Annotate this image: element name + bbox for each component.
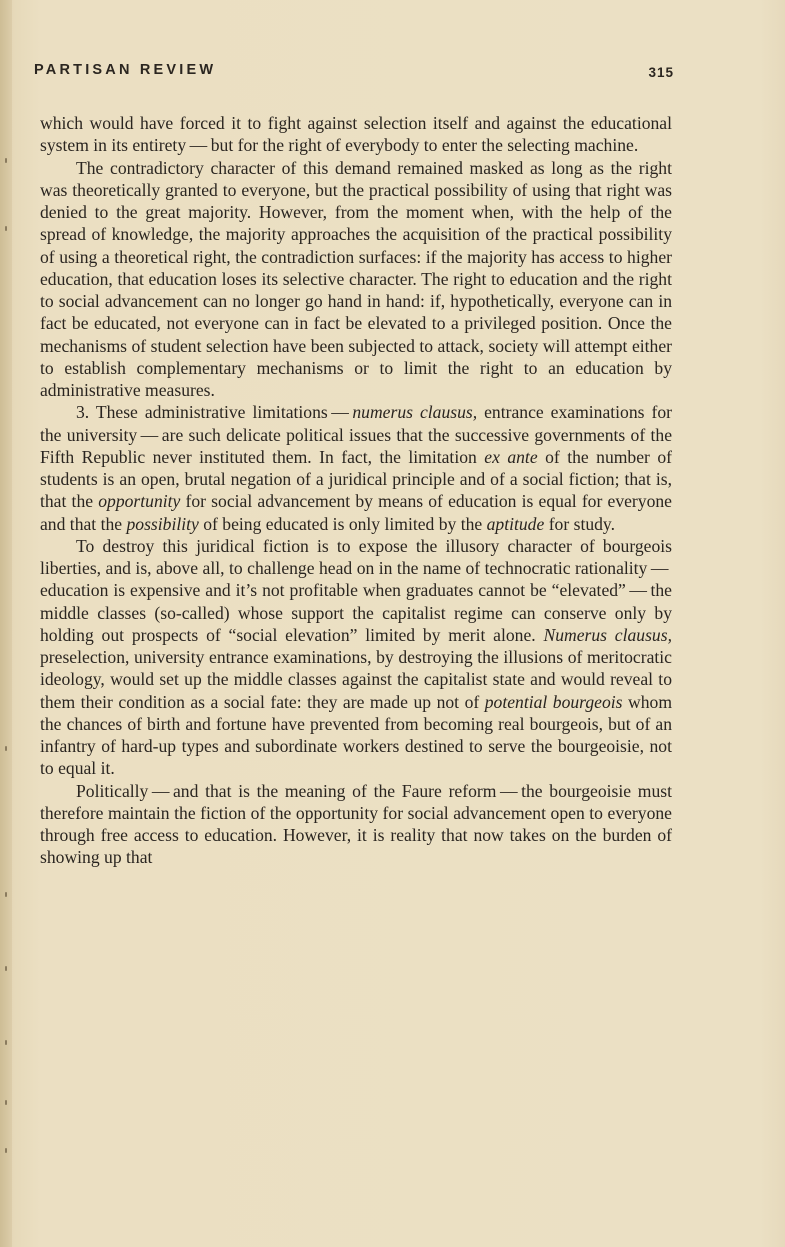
- italic-run: possibility: [126, 513, 199, 534]
- paragraph-4: [40, 535, 672, 780]
- text-run: for study.: [544, 513, 615, 534]
- italic-run: opportunity: [98, 491, 181, 512]
- paragraph-3: [40, 401, 672, 535]
- text-run: preselection, university entrance examinations, by destroying the illusions of meritocratic ideology, would set up the middle classes against the capitalist state and would reveal to them their condition as a social fate: they are made up not of: [40, 647, 672, 712]
- text-run: whom the chances of birth and fortune have prevented from becoming real bourgeois, but of an infantry of hard-up types and subordinate workers destined to serve the bourgeoisie, not to equal it.: [40, 691, 672, 779]
- paragraph-1: which would have forced it to fight against selection itself and against the educational system in its entirety — but for the right of everybody to enter the selecting machine.: [40, 113, 672, 156]
- text-run: To destroy this juridical fiction is to expose the illusory character of bourgeois liberties, and is, above all, to challenge head on in the name of technocratic rationality — education is expensive and it’s not profitable when graduates cannot be “elevated” — the middle classes (so-called) whose support the capitalist regime can conserve only by holding out prospects of “social elevation” limited by merit alone.: [40, 535, 672, 645]
- italic-run: numerus clausus,: [352, 402, 478, 423]
- text-run: for social advancement by means of education is equal for everyone and that the: [40, 491, 672, 534]
- article-body: [40, 112, 672, 869]
- italic-run: Numerus clausus,: [543, 624, 672, 645]
- page-gutter: [0, 0, 12, 1247]
- text-run: of the number of students is an open, brutal negation of a juridical principle and of a social fiction; that is, that the: [40, 446, 672, 512]
- page-number: 315: [648, 65, 674, 80]
- italic-run: potential bourgeois: [484, 691, 623, 712]
- text-run: 3. These administrative limitations —: [76, 402, 353, 423]
- italic-run: ex ante: [484, 446, 538, 467]
- page-header: [34, 62, 674, 88]
- text-run: of being educated is only limited by the: [198, 513, 487, 534]
- italic-run: aptitude: [486, 513, 545, 534]
- paragraph-5: Politically — and that is the meaning of the Faure reform — the bourgeoisie must therefore maintain the fiction of the opportunity for social advancement open to everyone through free access to education. However, it is reality that now takes on the burden of showing up that: [40, 780, 672, 868]
- running-head: PARTISAN REVIEW: [34, 62, 217, 78]
- text-run: entrance examinations for the university — are such delicate political issues that the successive governments of the Fifth Republic never instituted them. In fact, the limitation: [40, 402, 672, 467]
- paragraph-2: The contradictory character of this demand remained masked as long as the right was theoretically granted to everyone, but the practical possibility of using that right was denied to the great majority. However, from the moment when, with the help of the spread of knowledge, the majority approaches the acquisition of the practical possibility of using a theoretical right, the contradiction surfaces: if the majority has access to higher education, that education loses its selective character. The right to education and the right to social advancement can no longer go hand in hand: if, hypothetically, everyone can in fact be educated, not everyone can in fact be elevated to a privileged position. Once the mechanisms of student selection have been subjected to attack, society will attempt either to establish complementary mechanisms or to limit the right to an education by administrative measures.: [40, 157, 672, 400]
